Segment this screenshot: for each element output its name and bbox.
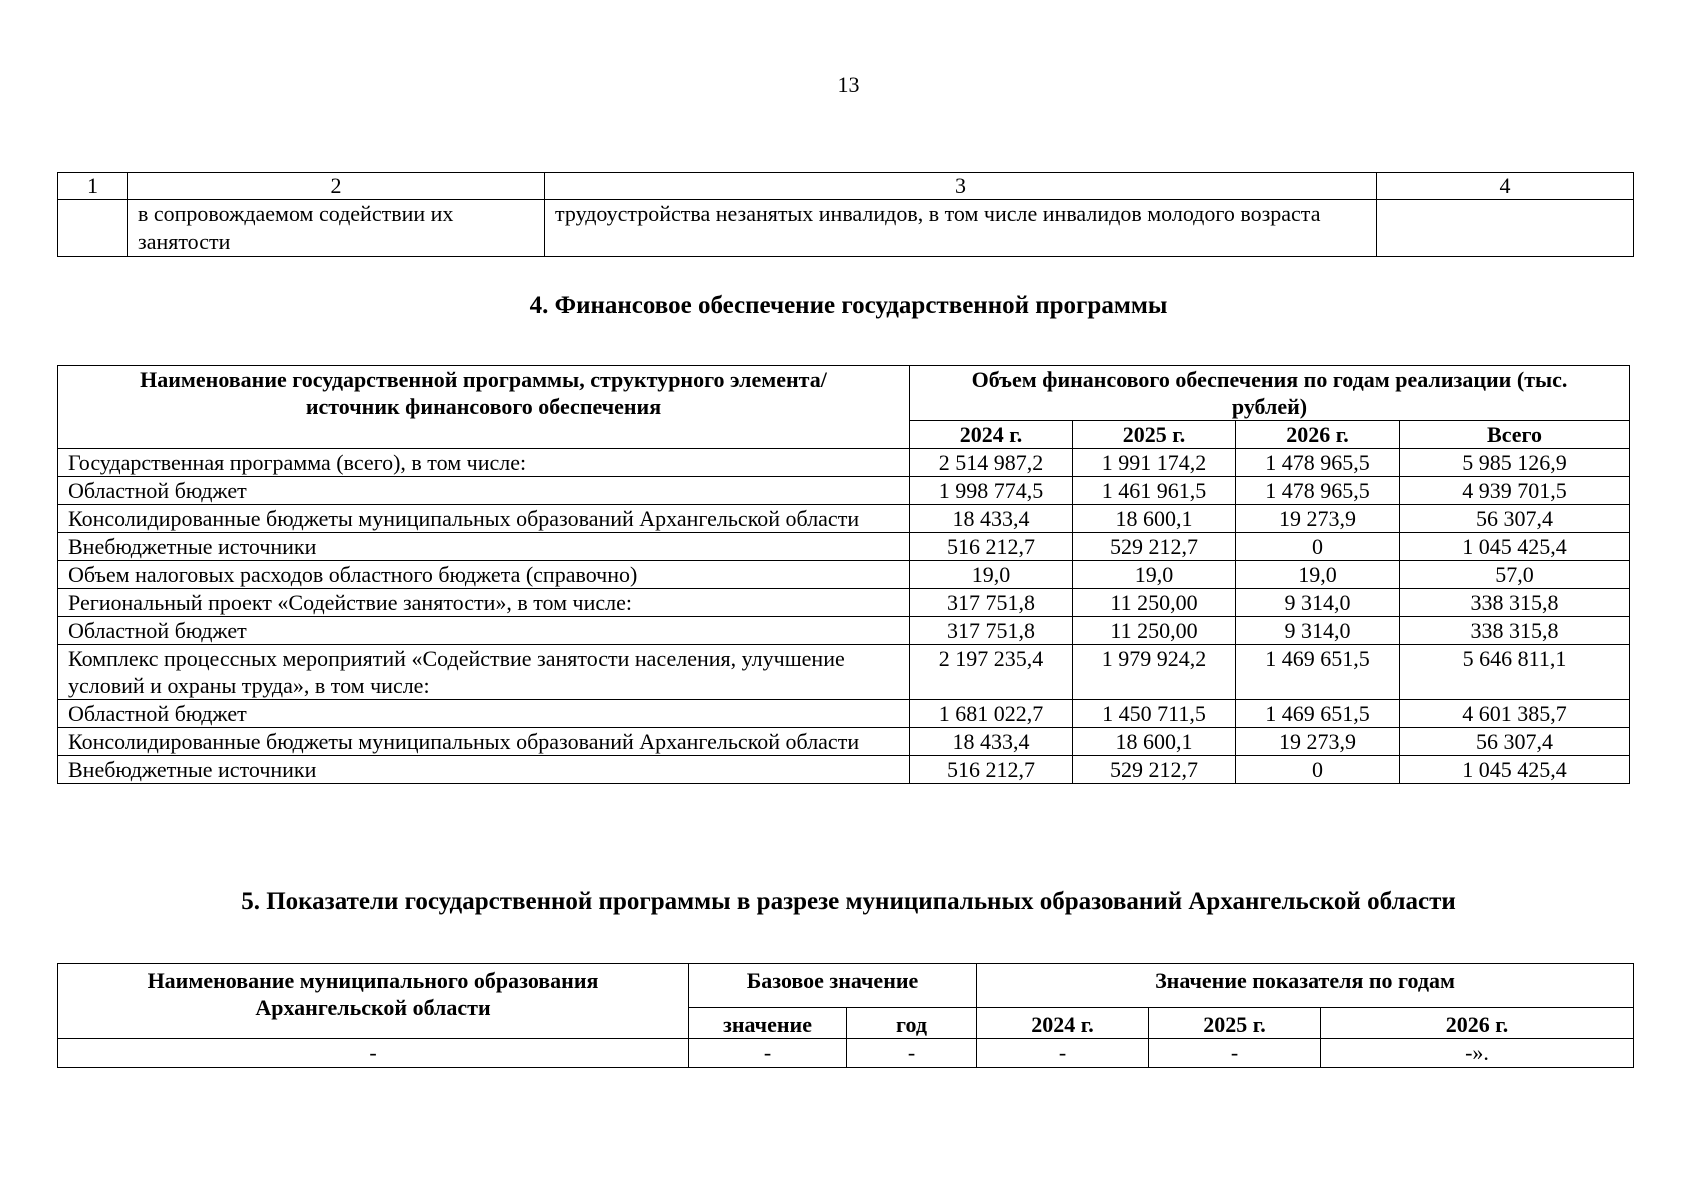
- value-cell-total: 1 045 425,4: [1400, 533, 1630, 561]
- table-row: [58, 617, 1630, 645]
- year-header: Всего: [1400, 421, 1630, 449]
- column-number: 2: [128, 173, 545, 200]
- value-cell-v2025: 19,0: [1073, 561, 1236, 589]
- value-cell-v2026: 1 478 965,5: [1236, 477, 1400, 505]
- value-cell-v2026: 0: [1236, 756, 1400, 784]
- column-number: 4: [1377, 173, 1634, 200]
- value-cell-total: 4 939 701,5: [1400, 477, 1630, 505]
- table-cell: [58, 200, 128, 257]
- value-cell-total: 5 985 126,9: [1400, 449, 1630, 477]
- table-cell: -: [847, 1039, 977, 1068]
- header-values-by-year: Значение показателя по годам: [977, 964, 1634, 1008]
- table-row: [58, 645, 1630, 700]
- header-row: [58, 366, 1630, 421]
- table-row: [58, 561, 1630, 589]
- table-cell: в сопровождаемом содействии их занятости: [128, 200, 545, 257]
- table-cell: -: [977, 1039, 1149, 1068]
- value-cell-v2025: 11 250,00: [1073, 589, 1236, 617]
- table-cell: -: [1149, 1039, 1321, 1068]
- value-cell-v2024: 2 197 235,4: [910, 645, 1073, 700]
- year-header: 2026 г.: [1236, 421, 1400, 449]
- value-cell-v2026: 19 273,9: [1236, 728, 1400, 756]
- table-row: [58, 533, 1630, 561]
- section-heading-indicators: 5. Показатели государственной программы в разрезе муниципальных образований Архангельской области: [241, 888, 1456, 915]
- column-number-row: [58, 173, 1634, 200]
- value-cell-total: 1 045 425,4: [1400, 756, 1630, 784]
- value-cell-v2025: 1 450 711,5: [1073, 700, 1236, 728]
- row-name: Региональный проект «Содействие занятости», в том числе:: [58, 589, 910, 617]
- year-header: 2025 г.: [1149, 1008, 1321, 1039]
- table-cell: [1377, 200, 1634, 257]
- table-row: [58, 505, 1630, 533]
- value-cell-v2025: 1 461 961,5: [1073, 477, 1236, 505]
- row-name: Комплекс процессных мероприятий «Содействие занятости населения, улучшение условий и охраны труда», в том числе:: [58, 645, 910, 700]
- value-cell-v2026: 1 478 965,5: [1236, 449, 1400, 477]
- value-cell-v2024: 18 433,4: [910, 505, 1073, 533]
- table-row: [58, 200, 1634, 257]
- table-cell: -: [58, 1039, 689, 1068]
- value-cell-v2025: 1 991 174,2: [1073, 449, 1236, 477]
- table-row: [58, 477, 1630, 505]
- row-name: Консолидированные бюджеты муниципальных образований Архангельской области: [58, 505, 910, 533]
- table-row: [58, 1039, 1634, 1068]
- column-number: 3: [545, 173, 1377, 200]
- header-name: Наименование государственной программы, структурного элемента/ источник финансового обеспечения: [58, 366, 910, 449]
- row-name: Внебюджетные источники: [58, 533, 910, 561]
- value-cell-v2024: 18 433,4: [910, 728, 1073, 756]
- value-cell-v2024: 317 751,8: [910, 589, 1073, 617]
- row-name: Государственная программа (всего), в том числе:: [58, 449, 910, 477]
- value-cell-v2025: 11 250,00: [1073, 617, 1236, 645]
- value-cell-v2026: 19 273,9: [1236, 505, 1400, 533]
- value-cell-total: 338 315,8: [1400, 589, 1630, 617]
- value-cell-v2024: 19,0: [910, 561, 1073, 589]
- year-header: 2025 г.: [1073, 421, 1236, 449]
- row-name: Консолидированные бюджеты муниципальных образований Архангельской области: [58, 728, 910, 756]
- value-cell-v2025: 18 600,1: [1073, 728, 1236, 756]
- header-row: [58, 964, 1634, 1008]
- year-header: 2026 г.: [1321, 1008, 1634, 1039]
- value-cell-v2026: 1 469 651,5: [1236, 645, 1400, 700]
- row-name: Объем налоговых расходов областного бюджета (справочно): [58, 561, 910, 589]
- value-cell-total: 56 307,4: [1400, 728, 1630, 756]
- table-row: [58, 756, 1630, 784]
- value-cell-v2024: 317 751,8: [910, 617, 1073, 645]
- column-number: 1: [58, 173, 128, 200]
- row-name: Областной бюджет: [58, 477, 910, 505]
- table-cell: -: [689, 1039, 847, 1068]
- header-base-value: Базовое значение: [689, 964, 977, 1008]
- row-name: Внебюджетные источники: [58, 756, 910, 784]
- year-header: 2024 г.: [977, 1008, 1149, 1039]
- value-cell-v2025: 529 212,7: [1073, 756, 1236, 784]
- header-volume: Объем финансового обеспечения по годам реализации (тыс. рублей): [910, 366, 1630, 421]
- continuation-table: [57, 172, 1634, 257]
- value-cell-total: 338 315,8: [1400, 617, 1630, 645]
- value-cell-total: 4 601 385,7: [1400, 700, 1630, 728]
- table-row: [58, 700, 1630, 728]
- section-heading-financing: 4. Финансовое обеспечение государственной программы: [529, 292, 1168, 319]
- value-cell-v2024: 516 212,7: [910, 533, 1073, 561]
- year-header: 2024 г.: [910, 421, 1073, 449]
- table-cell: -».: [1321, 1039, 1634, 1068]
- value-cell-v2026: 1 469 651,5: [1236, 700, 1400, 728]
- value-cell-total: 56 307,4: [1400, 505, 1630, 533]
- page-number: 13: [837, 72, 860, 97]
- value-cell-v2026: 19,0: [1236, 561, 1400, 589]
- table-row: [58, 728, 1630, 756]
- financing-table: [57, 365, 1630, 784]
- table-cell: трудоустройства незанятых инвалидов, в том числе инвалидов молодого возраста: [545, 200, 1377, 257]
- row-name: Областной бюджет: [58, 617, 910, 645]
- value-cell-v2025: 1 979 924,2: [1073, 645, 1236, 700]
- value-cell-v2024: 1 681 022,7: [910, 700, 1073, 728]
- value-cell-v2025: 18 600,1: [1073, 505, 1236, 533]
- value-cell-v2024: 2 514 987,2: [910, 449, 1073, 477]
- header-municipality: Наименование муниципального образования Архангельской области: [58, 964, 689, 1039]
- table-row: [58, 589, 1630, 617]
- subheader-year: год: [847, 1008, 977, 1039]
- subheader-value: значение: [689, 1008, 847, 1039]
- value-cell-total: 5 646 811,1: [1400, 645, 1630, 700]
- value-cell-v2025: 529 212,7: [1073, 533, 1236, 561]
- value-cell-v2026: 0: [1236, 533, 1400, 561]
- value-cell-v2024: 516 212,7: [910, 756, 1073, 784]
- table-row: [58, 449, 1630, 477]
- value-cell-v2026: 9 314,0: [1236, 617, 1400, 645]
- row-name: Областной бюджет: [58, 700, 910, 728]
- value-cell-v2026: 9 314,0: [1236, 589, 1400, 617]
- indicators-table: [57, 963, 1634, 1068]
- value-cell-v2024: 1 998 774,5: [910, 477, 1073, 505]
- value-cell-total: 57,0: [1400, 561, 1630, 589]
